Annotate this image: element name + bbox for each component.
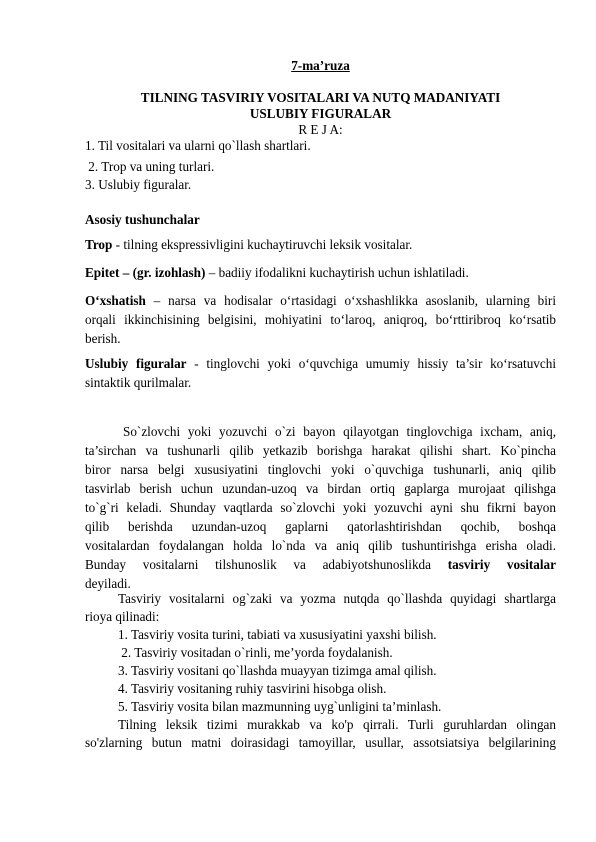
concept-oxshatish-line xyxy=(85,293,556,309)
paragraph-line: deyiladi. xyxy=(85,576,131,591)
paragraph-line: so'zlarning butun matni doirasidagi tamoyillar, usullar, assotsiatsiya belgilarining xyxy=(85,735,556,750)
paragraph-line: Tasviriy vositalarni og`zaki va yozma nutqda qo`llashda quyidagi shartlarga xyxy=(118,591,556,606)
term: O‘xshatish xyxy=(85,293,146,308)
paragraph-line: ta’sirchan va tushunarli qilib yetkazib borishga harakat qilishi shart. Ko`pincha xyxy=(85,443,556,458)
paragraph-line: qilib berishda uzundan-uzoq gaplarni qatorlashtirishdan qochib, boshqa xyxy=(85,519,556,534)
concepts-heading: Asosiy tushunchalar xyxy=(85,212,200,227)
title-line-2: USLUBIY FIGURALAR xyxy=(249,106,392,121)
definition: – narsa va hodisalar o‘rtasidagi o‘xshashlikka asoslanib, ularning biri xyxy=(145,293,556,308)
definition: - tinglovchi yoki o‘quvchiga umumiy hissiy ta’sir ko‘rsatuvchi xyxy=(186,356,556,371)
paragraph-line: biror narsa belgi xususiyatini tinglovchi yoki o`quvchiga tushunarli, aniq qilib xyxy=(85,462,556,477)
plan-item: 1. Til vositalari va ularni qo`llash shartlari. xyxy=(85,138,311,153)
paragraph-line xyxy=(85,557,556,573)
paragraph-line: vositalardan foydalangan holda lo`nda va aniq qilib tushuntirishga erisha oladi. xyxy=(85,538,556,553)
rule-item: 3. Tasviriy vositani qo`llashda muayyan tizimga amal qilish. xyxy=(118,663,437,678)
definition: - tilning ekspressivligini kuchaytiruvchi leksik vositalar. xyxy=(112,237,413,252)
plan-heading: R E J A: xyxy=(298,122,343,137)
rule-item: 1. Tasviriy vosita turini, tabiati va xususiyatini yaxshi bilish. xyxy=(118,627,437,642)
title-line-1: TILNING TASVIRIY VOSITALARI VA NUTQ MADANIYATI xyxy=(140,90,501,105)
term: Trop xyxy=(85,237,113,252)
term: Epitet – (gr. izohlash) xyxy=(85,265,206,280)
term: tasviriy vositalar xyxy=(447,557,556,572)
paragraph-line: to`g`ri keladi. Shunday vaqtlarda so`zlovchi yoki yozuvchi ayni shu fikrni bayon xyxy=(85,500,556,515)
rule-item: 4. Tasviriy vositaning ruhiy tasvirini hisobga olish. xyxy=(118,681,387,696)
concept-uslubiy-line: sintaktik qurilmalar. xyxy=(85,375,192,390)
rule-item: 5. Tasviriy vosita bilan mazmunning uyg`unligini ta’minlash. xyxy=(118,699,442,714)
rule-item: 2. Tasviriy vositadan o`rinli, me’yorda foydalanish. xyxy=(118,645,393,660)
concept-oxshatish-line: orqali ikkinchisining belgisini, mohiyatini to‘laroq, aniqroq, bo‘rttiribroq ko‘rsatib xyxy=(85,312,556,327)
definition: – badiiy ifodalikni kuchaytirish uchun ishlatiladi. xyxy=(205,265,469,280)
concept-oxshatish-line: berish. xyxy=(85,331,121,346)
paragraph-line: So`zlovchi yoki yozuvchi o`zi bayon qilayotgan tinglovchiga ixcham, aniq, xyxy=(123,424,556,439)
plan-item: 3. Uslubiy figuralar. xyxy=(85,177,192,192)
concept-uslubiy-line xyxy=(85,356,556,372)
concept-epitet xyxy=(85,265,469,281)
paragraph-line: tasvirlab berish uchun uzundan-uzoq va birdan ortiq gaplarga murojaat qilishga xyxy=(85,481,556,496)
text: Bunday vositalarni tilshunoslik va adabiyotshunoslikda xyxy=(85,557,448,572)
lecture-number: 7-ma’ruza xyxy=(291,58,350,73)
paragraph-line: rioya qilinadi: xyxy=(85,609,160,624)
paragraph-line: Tilning leksik tizimi murakkab va ko'p qirrali. Turli guruhlardan olingan xyxy=(118,717,556,732)
concept-trop xyxy=(85,237,412,253)
term: Uslubiy figuralar xyxy=(85,356,187,371)
plan-item: 2. Trop va uning turlari. xyxy=(85,159,215,174)
